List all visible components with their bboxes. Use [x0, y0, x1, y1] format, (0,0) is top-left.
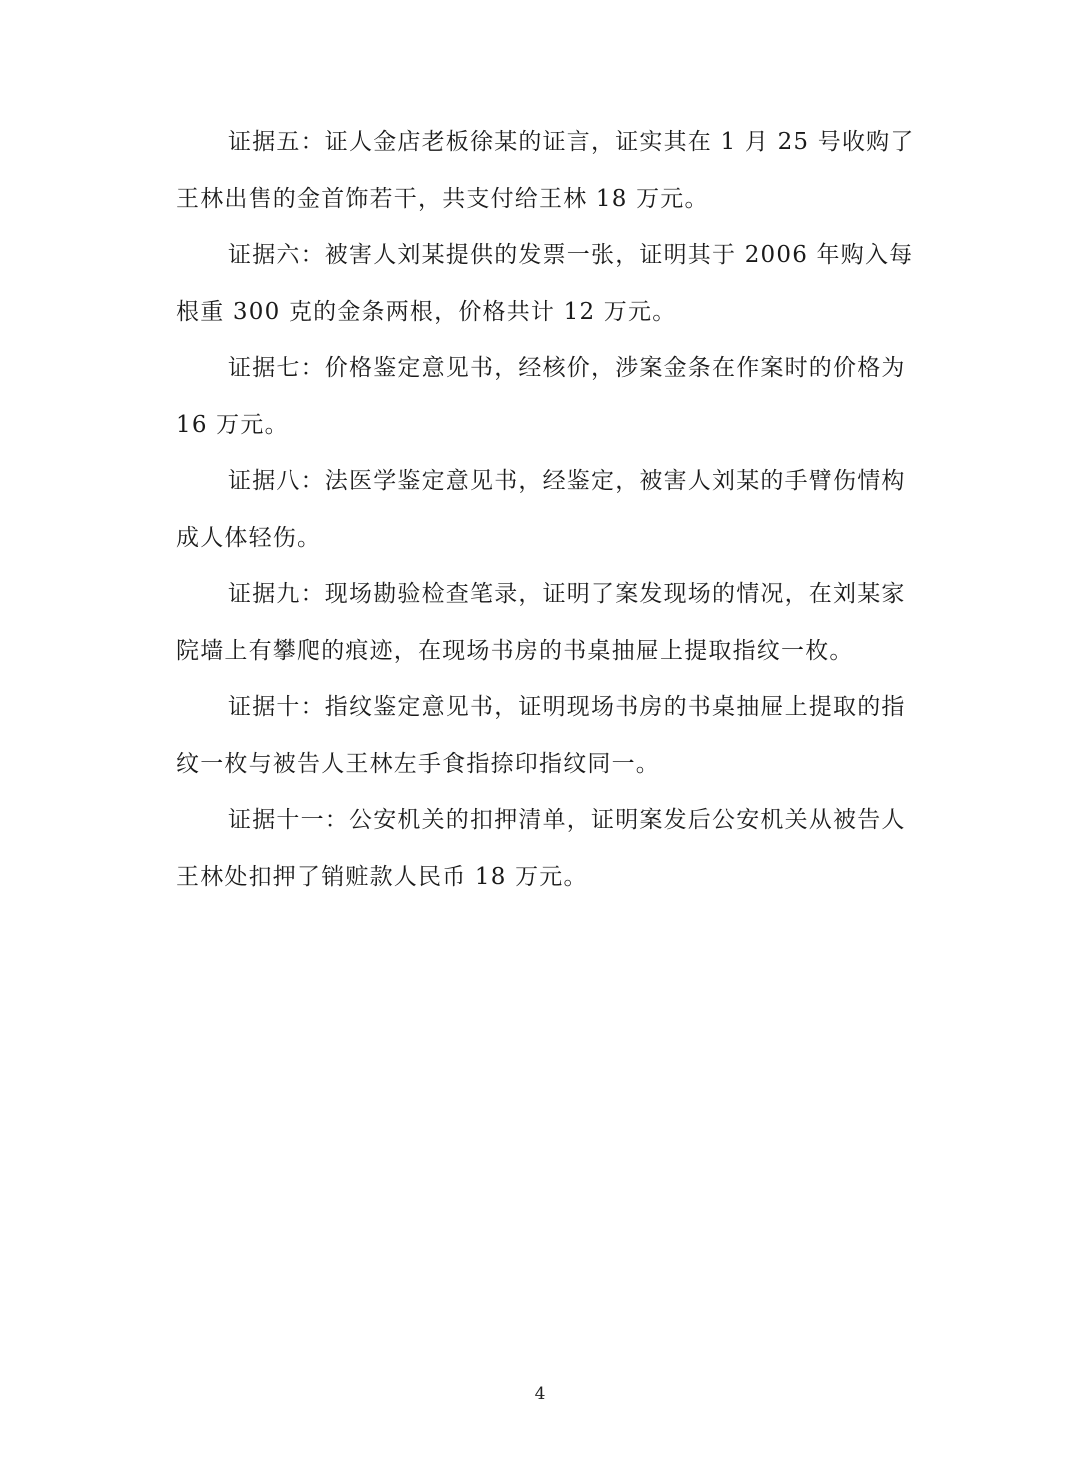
evidence-paragraph-9 [176, 566, 928, 679]
evidence-paragraph-8 [176, 453, 928, 566]
paragraph-line: 证据六：被害人刘某提供的发票一张，证明其于 2006 年购入每 [228, 242, 914, 268]
paragraph-line: 纹一枚与被告人王林左手食指捺印指纹同一。 [176, 750, 660, 777]
evidence-paragraph-5 [176, 114, 928, 227]
paragraph-line: 王林处扣押了销赃款人民币 18 万元。 [176, 863, 588, 890]
paragraph-line: 成人体轻伤。 [176, 524, 322, 551]
evidence-paragraph-7 [176, 340, 928, 453]
paragraph-line: 证据五：证人金店老板徐某的证言，证实其在 1 月 25 号收购了 [228, 129, 915, 155]
evidence-paragraph-6 [176, 227, 928, 340]
evidence-paragraph-10 [176, 679, 928, 792]
page-number: 4 [534, 1384, 546, 1404]
paragraph-line: 证据七：价格鉴定意见书，经核价，涉案金条在作案时的价格为 [228, 355, 906, 381]
paragraph-line: 16 万元。 [176, 411, 289, 438]
paragraph-line: 证据十：指纹鉴定意见书，证明现场书房的书桌抽屉上提取的指 [228, 694, 906, 720]
evidence-paragraph-11 [176, 792, 928, 905]
paragraph-line: 证据九：现场勘验检查笔录，证明了案发现场的情况，在刘某家 [228, 581, 906, 607]
paragraph-line: 根重 300 克的金条两根，价格共计 12 万元。 [176, 298, 677, 325]
document-body [176, 114, 928, 905]
paragraph-line: 院墙上有攀爬的痕迹，在现场书房的书桌抽屉上提取指纹一枚。 [176, 637, 854, 664]
paragraph-line: 王林出售的金首饰若干，共支付给王林 18 万元。 [176, 185, 709, 212]
paragraph-line: 证据八：法医学鉴定意见书，经鉴定，被害人刘某的手臂伤情构 [228, 468, 906, 494]
paragraph-line: 证据十一：公安机关的扣押清单，证明案发后公安机关从被告人 [228, 807, 906, 833]
